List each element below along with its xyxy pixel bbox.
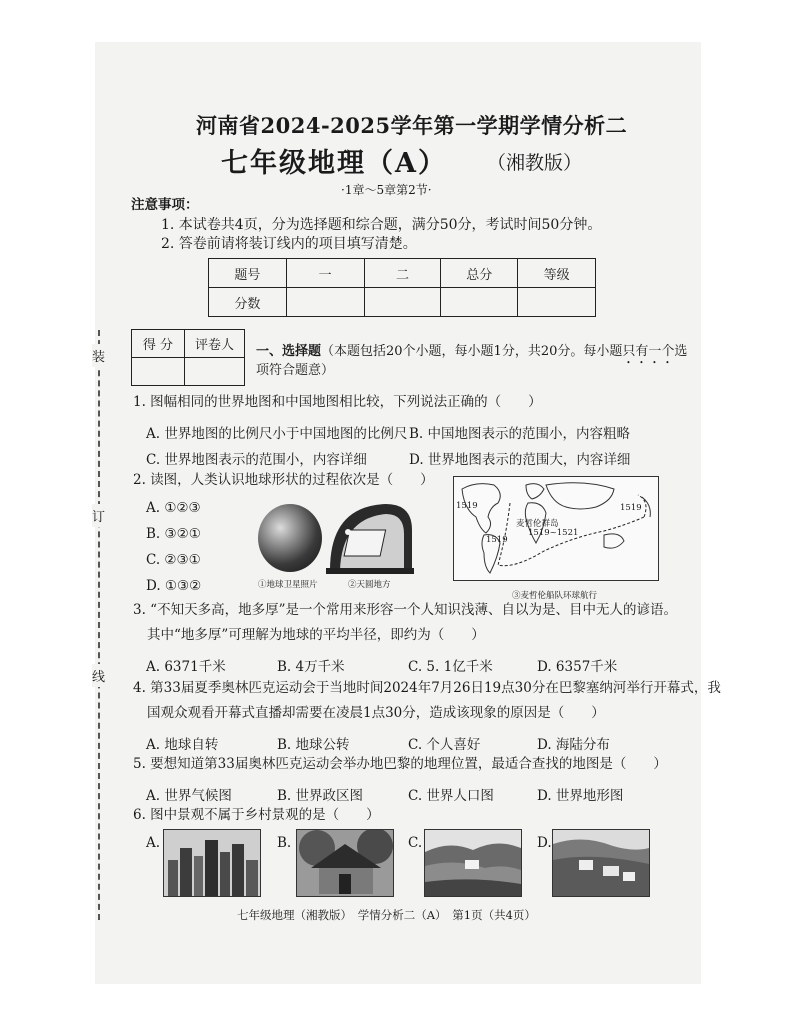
map-label-years: 1519~1521: [528, 528, 579, 538]
question-6-option-c[interactable]: C.: [408, 835, 423, 851]
caption-dome: ②天圆地方: [348, 580, 391, 590]
score-cell-total[interactable]: [441, 288, 518, 317]
caption-magellan: ③麦哲伦船队环球航行: [512, 591, 598, 601]
question-2-stem: 2. 读图，人类认识地球形状的过程依次是（ ）: [133, 472, 434, 488]
grader-name-cell[interactable]: [185, 358, 245, 386]
question-6-stem: 6. 图中景观不属于乡村景观的是（ ）: [133, 807, 380, 823]
notice-item-1: 1. 本试卷共4页，分为选择题和综合题，满分50分，考试时间50分钟。: [161, 217, 602, 233]
notice-item-2: 2. 答卷前请将装订线内的项目填写清楚。: [161, 236, 417, 252]
binding-char-xian: 线: [92, 664, 105, 687]
question-2-option-a[interactable]: A. ①②③: [146, 500, 201, 516]
question-3-option-b[interactable]: B. 4万千米: [277, 659, 345, 675]
question-4-stem-line2: 国观众观看开幕式直播却需要在凌晨1点30分，造成该现象的原因是（ ）: [147, 705, 605, 721]
photo-city-skyline: [163, 829, 261, 897]
section1-heading-tail: 选: [674, 344, 688, 359]
question-2-option-d[interactable]: D. ①③②: [146, 578, 202, 594]
section1-heading-emph: 只有一个: [622, 344, 675, 359]
question-3-option-d[interactable]: D. 6357千米: [537, 659, 618, 675]
hillside-village-drawing: [553, 830, 649, 896]
score-header-part1: 一: [286, 259, 364, 288]
subject-title: 七年级地理（A）: [221, 148, 447, 179]
question-2-option-c[interactable]: C. ②③①: [146, 552, 201, 568]
question-1-option-a[interactable]: A. 世界地图的比例尺小于中国地图的比例尺: [146, 426, 408, 442]
grader-score-label: 得 分: [132, 330, 185, 358]
score-cell-grade[interactable]: [518, 288, 596, 317]
question-1-option-d[interactable]: D. 世界地图表示的范围大，内容详细: [409, 452, 631, 468]
score-cell-part1[interactable]: [286, 288, 364, 317]
question-1-stem: 1. 图幅相同的世界地图和中国地图相比较，下列说法正确的（ ）: [133, 394, 542, 410]
question-3-stem-line2: 其中“地多厚”可理解为地球的平均半径，即约为（ ）: [147, 627, 485, 643]
question-5-option-b[interactable]: B. 世界政区图: [277, 788, 364, 804]
score-row-label: 分数: [209, 288, 287, 317]
binding-char-ding: 订: [92, 504, 105, 527]
binding-line: [98, 330, 100, 920]
city-skyline-drawing: [164, 830, 260, 896]
question-3-option-c[interactable]: C. 5. 1亿千米: [408, 659, 493, 675]
section1-heading-bold: 一、选择题: [256, 344, 322, 359]
earth-satellite-image: [258, 504, 322, 572]
question-5-option-d[interactable]: D. 世界地形图: [537, 788, 624, 804]
question-4-option-a[interactable]: A. 地球自转: [146, 737, 219, 753]
photo-hillside-village: [552, 829, 650, 897]
grader-name-label: 评卷人: [185, 330, 245, 358]
question-6-option-a[interactable]: A.: [146, 835, 161, 851]
question-1-option-b[interactable]: B. 中国地图表示的范围小，内容粗略: [409, 426, 631, 442]
map-label-south: 1519: [486, 535, 508, 545]
question-6-option-b[interactable]: B.: [277, 835, 292, 851]
question-3-stem-line1: 3. “不知天多高，地多厚”是一个常用来形容一个人知识浅薄、自以为是、目中无人的谚语。: [133, 602, 677, 618]
map-label-start-right: 1519: [620, 503, 642, 513]
map-label-islands: 麦哲伦群岛: [516, 519, 559, 529]
score-cell-part2[interactable]: [364, 288, 441, 317]
photo-countryside-field: [424, 829, 522, 897]
score-header-part2: 二: [364, 259, 441, 288]
question-4-option-b[interactable]: B. 地球公转: [277, 737, 350, 753]
question-5-stem: 5. 要想知道第33届奥林匹克运动会举办地巴黎的地理位置，最适合查找的地图是（ ）: [133, 756, 667, 772]
question-6-option-d[interactable]: D.: [537, 835, 552, 851]
question-4-option-d[interactable]: D. 海陆分布: [537, 737, 610, 753]
heaven-round-earth-square-image: [326, 500, 414, 575]
binding-char-zhuang: 装: [92, 344, 105, 367]
grader-score-cell[interactable]: [132, 358, 185, 386]
notice-heading: 注意事项：: [131, 197, 199, 213]
question-3-option-a[interactable]: A. 6371千米: [146, 659, 226, 675]
score-header-total: 总分: [441, 259, 518, 288]
exam-title: 河南省2024-2025学年第一学期学情分析二: [196, 113, 628, 138]
caption-satellite: ①地球卫星照片: [258, 580, 318, 590]
section1-heading-rest: （本题包括20个小题，每小题1分，共20分。每小题: [321, 344, 623, 359]
magellan-route-map: [453, 476, 659, 581]
question-2-option-b[interactable]: B. ③②①: [146, 526, 201, 542]
score-table: [208, 258, 596, 317]
edition-label: （湘教版）: [487, 152, 583, 174]
question-1-option-c[interactable]: C. 世界地图表示的范围小，内容详细: [146, 452, 367, 468]
section1-heading-line2: 项符合题意）: [256, 363, 335, 378]
rural-hut-drawing: [297, 830, 393, 896]
scope-label: ·1章～5章第2节·: [341, 183, 432, 197]
countryside-field-drawing: [425, 830, 521, 896]
map-label-start-left: 1519: [456, 501, 478, 511]
question-5-option-c[interactable]: C. 世界人口图: [408, 788, 494, 804]
question-4-stem-line1: 4. 第33届夏季奥林匹克运动会于当地时间2024年7月26日19点30分在巴黎塞纳河举行开幕式，我: [133, 680, 721, 696]
score-header-number: 题号: [209, 259, 287, 288]
score-header-grade: 等级: [518, 259, 596, 288]
question-4-option-c[interactable]: C. 个人喜好: [408, 737, 481, 753]
photo-rural-hut: [296, 829, 394, 897]
question-5-option-a[interactable]: A. 世界气候图: [146, 788, 232, 804]
page-footer: 七年级地理（湘教版） 学情分析二（A） 第1页（共4页）: [237, 908, 536, 922]
grader-box: [131, 329, 245, 386]
